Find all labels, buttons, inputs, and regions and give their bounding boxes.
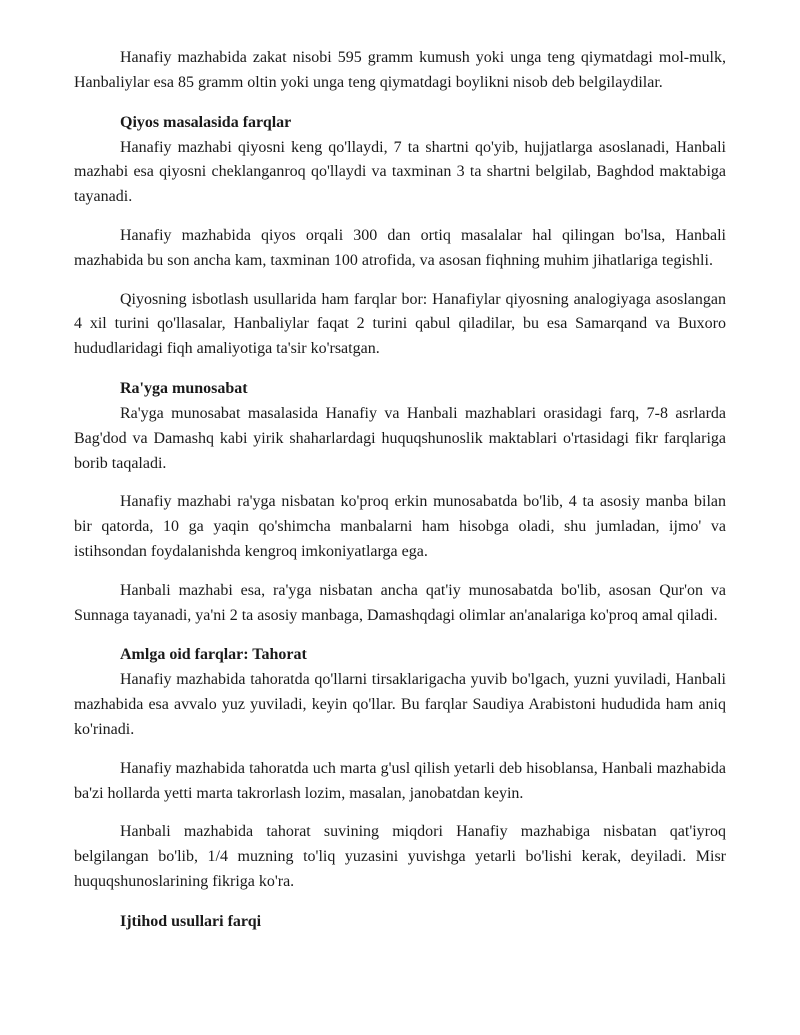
paragraph-tahorat-water: Hanbali mazhabida tahorat suvining miqdori Hanafiy mazhabiga nisbatan qat'iyroq belgilangan bo'lib, 1/4 muzning to'liq yuzasini yuvishga yetarli bo'lishi kerak, deyiladi. Misr huquqshunoslarining fikriga ko'ra.: [74, 823, 726, 890]
paragraph-tahorat-repetition: Hanafiy mazhabida tahoratda uch marta g'usl qilish yetarli deb hisoblansa, Hanbali mazhabida ba'zi hollarda yetti marta takrorlash lozim, masalan, janobatdan keyin.: [74, 759, 726, 802]
heading-tahorat: Amlga oid farqlar: Tahorat: [120, 646, 307, 664]
heading-ijtihod: Ijtihod usullari farqi: [120, 912, 262, 930]
paragraph-ray-hanafi: Hanafiy mazhabi ra'yga nisbatan ko'proq erkin munosabatda bo'lib, 4 ta asosiy manba bilan bir qatorda, 10 ga yaqin qo'shimcha manbalarni ham hisobga oladi, shu jumladan, ijmo' va istihsondan foydalanishda kengroq imkoniyatlarga ega.: [74, 493, 726, 560]
paragraph-qiyos-conditions: Hanafiy mazhabi qiyosni keng qo'llaydi, 7 ta shartni qo'yib, hujjatlarga asoslanadi, Hanbali mazhabi esa qiyosni cheklanganroq qo'llaydi va taxminan 3 ta shartni belgilab, Baghdod maktabiga tayanadi.: [74, 138, 726, 206]
paragraph-ray-origins: Ra'yga munosabat masalasida Hanafiy va Hanbali mazhablari orasidagi farq, 7-8 asrlarda Bag'dod va Damashq kabi yirik shaharlardagi huquqshunoslik maktablari o'rtasidagi fikr farqlariga borib taqaladi.: [74, 404, 726, 472]
heading-qiyos: Qiyos masalasida farqlar: [120, 113, 292, 131]
paragraph-tahorat-order: Hanafiy mazhabida tahoratda qo'llarni tirsaklarigacha yuvib bo'lgach, yuzni yuviladi, Hanbali mazhabida esa avvalo yuz yuviladi, keyin qo'llar. Bu farqlar Saudiya Arabistoni hududida ham aniq ko'rinadi.: [74, 671, 726, 738]
paragraph-qiyos-count: Hanafiy mazhabida qiyos orqali 300 dan ortiq masalalar hal qilingan bo'lsa, Hanbali mazhabida bu son ancha kam, taxminan 100 atrofida, va asosan fiqhning muhim jihatlariga tegishli.: [74, 226, 726, 269]
paragraph-ray-hanbali: Hanbali mazhabi esa, ra'yga nisbatan ancha qat'iy munosabatda bo'lib, asosan Qur'on va Sunnaga tayanadi, ya'ni 2 ta asosiy manbaga, Damashqdagi olimlar an'analariga ko'proq amal qiladi.: [74, 581, 726, 624]
document-page: [74, 46, 726, 935]
paragraph-qiyos-methods: Qiyosning isbotlash usullarida ham farqlar bor: Hanafiylar qiyosning analogiyaga asoslangan 4 xil turini qo'llasalar, Hanbaliylar faqat 2 turini qabul qiladilar, bu esa Samarqand va Buxoro hududlaridagi fiqh amaliyotiga ta'sir ko'rsatgan.: [74, 290, 726, 358]
heading-ray: Ra'yga munosabat: [120, 379, 248, 397]
paragraph-zakat-nisob: Hanafiy mazhabida zakat nisobi 595 gramm kumush yoki unga teng qiymatdagi mol-mulk, Hanbaliylar esa 85 gramm oltin yoki unga teng qiymatdagi boylikni nisob deb belgilaydilar.: [74, 49, 726, 91]
